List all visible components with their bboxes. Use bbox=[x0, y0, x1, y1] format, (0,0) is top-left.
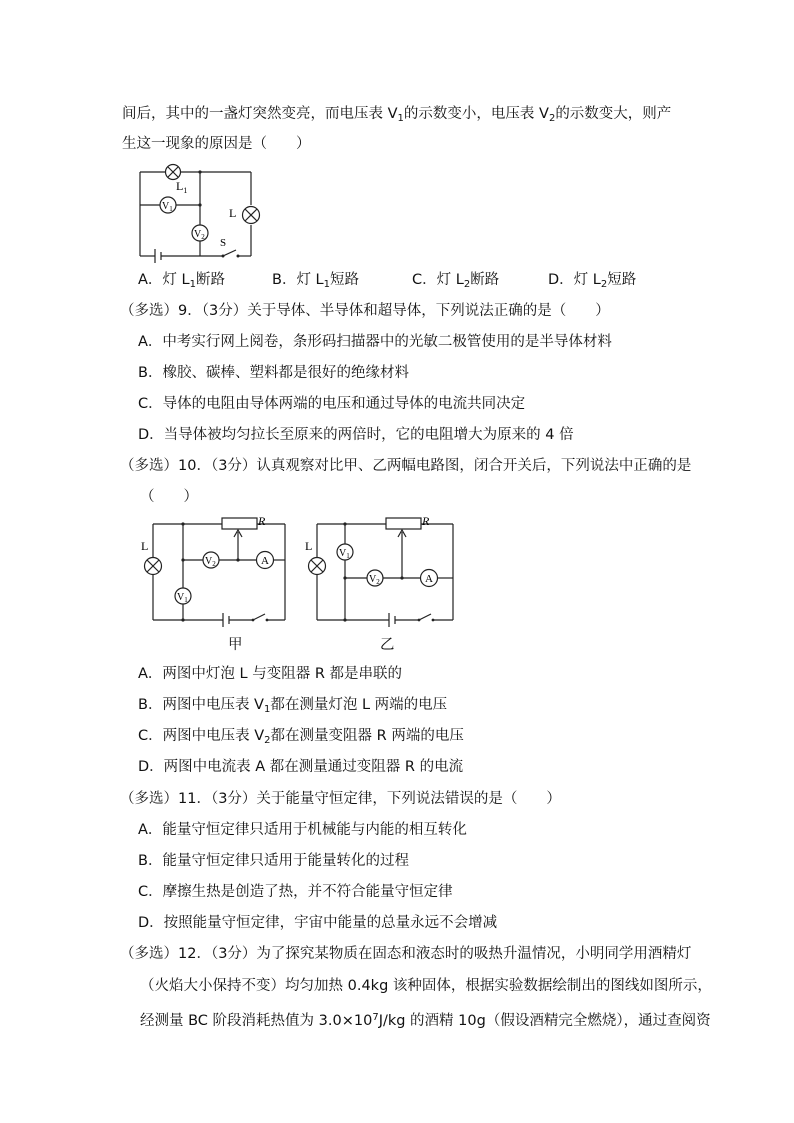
q10-circuit-jia bbox=[135, 512, 295, 627]
q9-option-c: C．导体的电阻由导体两端的电压和通过导体的电流共同决定 bbox=[138, 396, 526, 412]
label-V2: $V_2$ bbox=[369, 574, 380, 586]
q8-option-a: A．灯 $L_1$断路 bbox=[138, 272, 225, 290]
q10-stem-paren: （ ） bbox=[140, 489, 198, 505]
label-V1: $V_1$ bbox=[162, 201, 173, 213]
label-V2: $V_2$ bbox=[194, 229, 205, 241]
q9-option-b: B．橡胶、碳棒、塑料都是很好的绝缘材料 bbox=[138, 365, 409, 381]
q11-stem: （多选）11．（3分）关于能量守恒定律，下列说法错误的是（ ） bbox=[120, 791, 561, 807]
label-V1: $V_1$ bbox=[177, 592, 188, 604]
label-A: A bbox=[261, 555, 269, 567]
label-R: R bbox=[422, 514, 430, 528]
q10-caption-jia: 甲 bbox=[228, 637, 243, 653]
label-S: S bbox=[220, 237, 227, 249]
q12-stem-line3: 经测量 BC 阶段消耗热值为 $3.0\times 10^7J/kg$ 的酒精 10g（假设酒精完全燃烧），通过查阅资 bbox=[140, 1012, 711, 1029]
q11-option-b: B．能量守恒定律只适用于能量转化的过程 bbox=[138, 853, 409, 869]
q11-option-c: C．摩擦生热是创造了热，并不符合能量守恒定律 bbox=[138, 884, 453, 900]
q12-stem-line2: （火焰大小保持不变）均匀加热 0.4kg 该种固体，根据实验数据绘制出的图线如图所示， bbox=[140, 978, 712, 994]
label-L: L bbox=[229, 206, 237, 220]
q10-option-c: C．两图中电压表 $V_2$都在测量变阻器 R 两端的电压 bbox=[138, 728, 464, 746]
q9-option-a: A．中考实行网上阅卷，条形码扫描器中的光敏二极管使用的是半导体材料 bbox=[138, 334, 612, 350]
q8-option-c: C．灯 $L_2$断路 bbox=[412, 272, 500, 290]
label-R: R bbox=[258, 514, 266, 528]
q10-option-d: D．两图中电流表 A 都在测量通过变阻器 R 的电流 bbox=[138, 759, 464, 775]
q8-circuit-diagram bbox=[128, 155, 268, 265]
label-A: A bbox=[425, 573, 433, 585]
q10-option-b: B．两图中电压表 $V_1$都在测量灯泡 L 两端的电压 bbox=[138, 697, 448, 715]
q8-stem-line2: 生这一现象的原因是（ ） bbox=[122, 136, 311, 152]
q10-option-a: A．两图中灯泡 L 与变阻器 R 都是串联的 bbox=[138, 666, 403, 682]
q8-option-d: D．灯 $L_2$短路 bbox=[548, 272, 637, 290]
q8-stem-line1: 间后，其中的一盏灯突然变亮，而电压表 $V_1$的示数变小，电压表 $V_2$的示数变大，则产 bbox=[122, 106, 672, 124]
q12-stem-line1: （多选）12．（3分）为了探究某物质在固态和液态时的吸热升温情况，小明同学用酒精灯 bbox=[120, 946, 692, 962]
q9-stem: （多选）9．（3分）关于导体、半导体和超导体，下列说法正确的是（ ） bbox=[120, 303, 610, 319]
q10-stem: （多选）10．（3分）认真观察对比甲、乙两幅电路图，闭合开关后，下列说法中正确的是 bbox=[120, 458, 692, 474]
label-L: L bbox=[141, 539, 149, 553]
q10-caption-yi: 乙 bbox=[380, 637, 395, 653]
q10-circuit-yi bbox=[297, 512, 462, 627]
label-V2: $V_2$ bbox=[205, 556, 216, 568]
label-L1: $L_1$ bbox=[176, 179, 188, 195]
q11-option-d: D．按照能量守恒定律，宇宙中能量的总量永远不会增减 bbox=[138, 915, 498, 931]
q8-option-b: B．灯 $L_1$短路 bbox=[272, 272, 360, 290]
q11-option-a: A．能量守恒定律只适用于机械能与内能的相互转化 bbox=[138, 822, 467, 838]
label-L: L bbox=[305, 539, 313, 553]
label-V1: $V_1$ bbox=[339, 548, 350, 560]
q9-option-d: D．当导体被均匀拉长至原来的两倍时，它的电阻增大为原来的 4 倍 bbox=[138, 427, 574, 443]
